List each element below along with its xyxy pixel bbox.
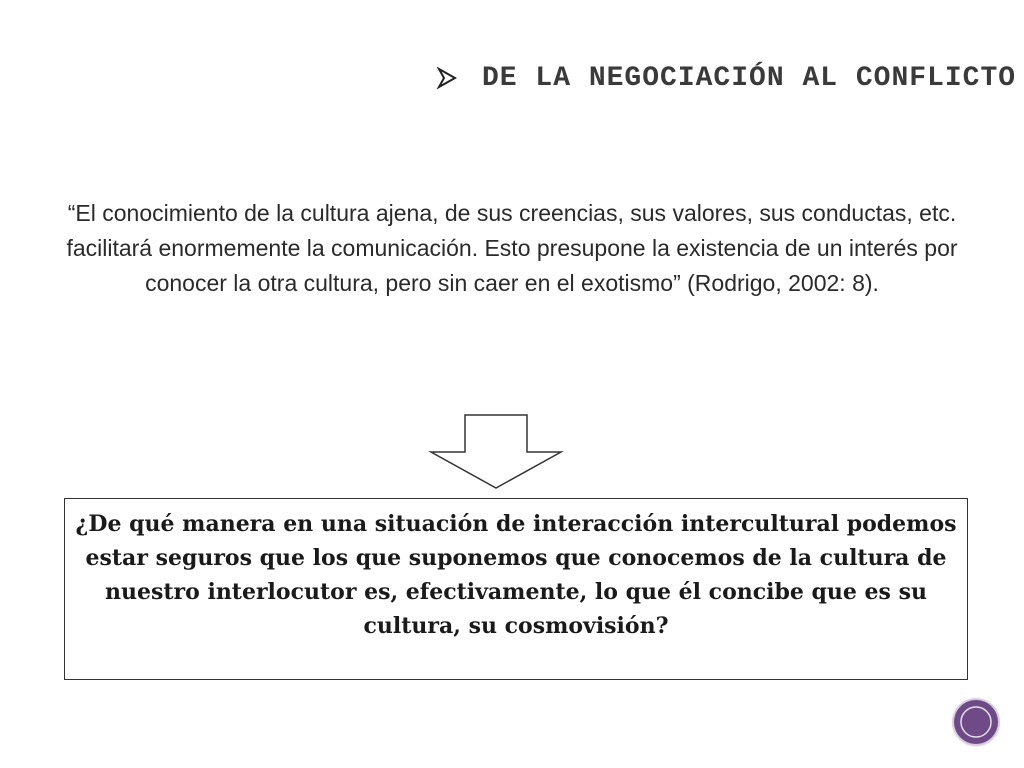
question-text: ¿De qué manera en una situación de interacción intercultural podemos estar seguros que los que suponemos que conocemos de la cultura de nuestro interlocutor es, efectivamente, lo que él concibe que es su cultura, su cosmovisión?: [75, 511, 957, 639]
slide-title: DE LA NEGOCIACIÓN AL CONFLICTO: [482, 62, 1017, 94]
arrow-bullet-icon: [436, 67, 458, 89]
slide-nav-button[interactable]: [954, 700, 998, 744]
title-row: [436, 56, 1017, 100]
quote-text: “El conocimiento de la cultura ajena, de sus creencias, sus valores, sus conductas, etc. facilitará enormemente la comunicación. Esto presupone la existencia de un interés por conocer la otra cultura, pero sin caer en el exotismo” (Rodrigo, 2002: 8).: [66, 200, 958, 296]
circle-nav-icon: [954, 700, 998, 744]
down-arrow-icon: [428, 414, 564, 490]
question-box: [64, 498, 968, 680]
